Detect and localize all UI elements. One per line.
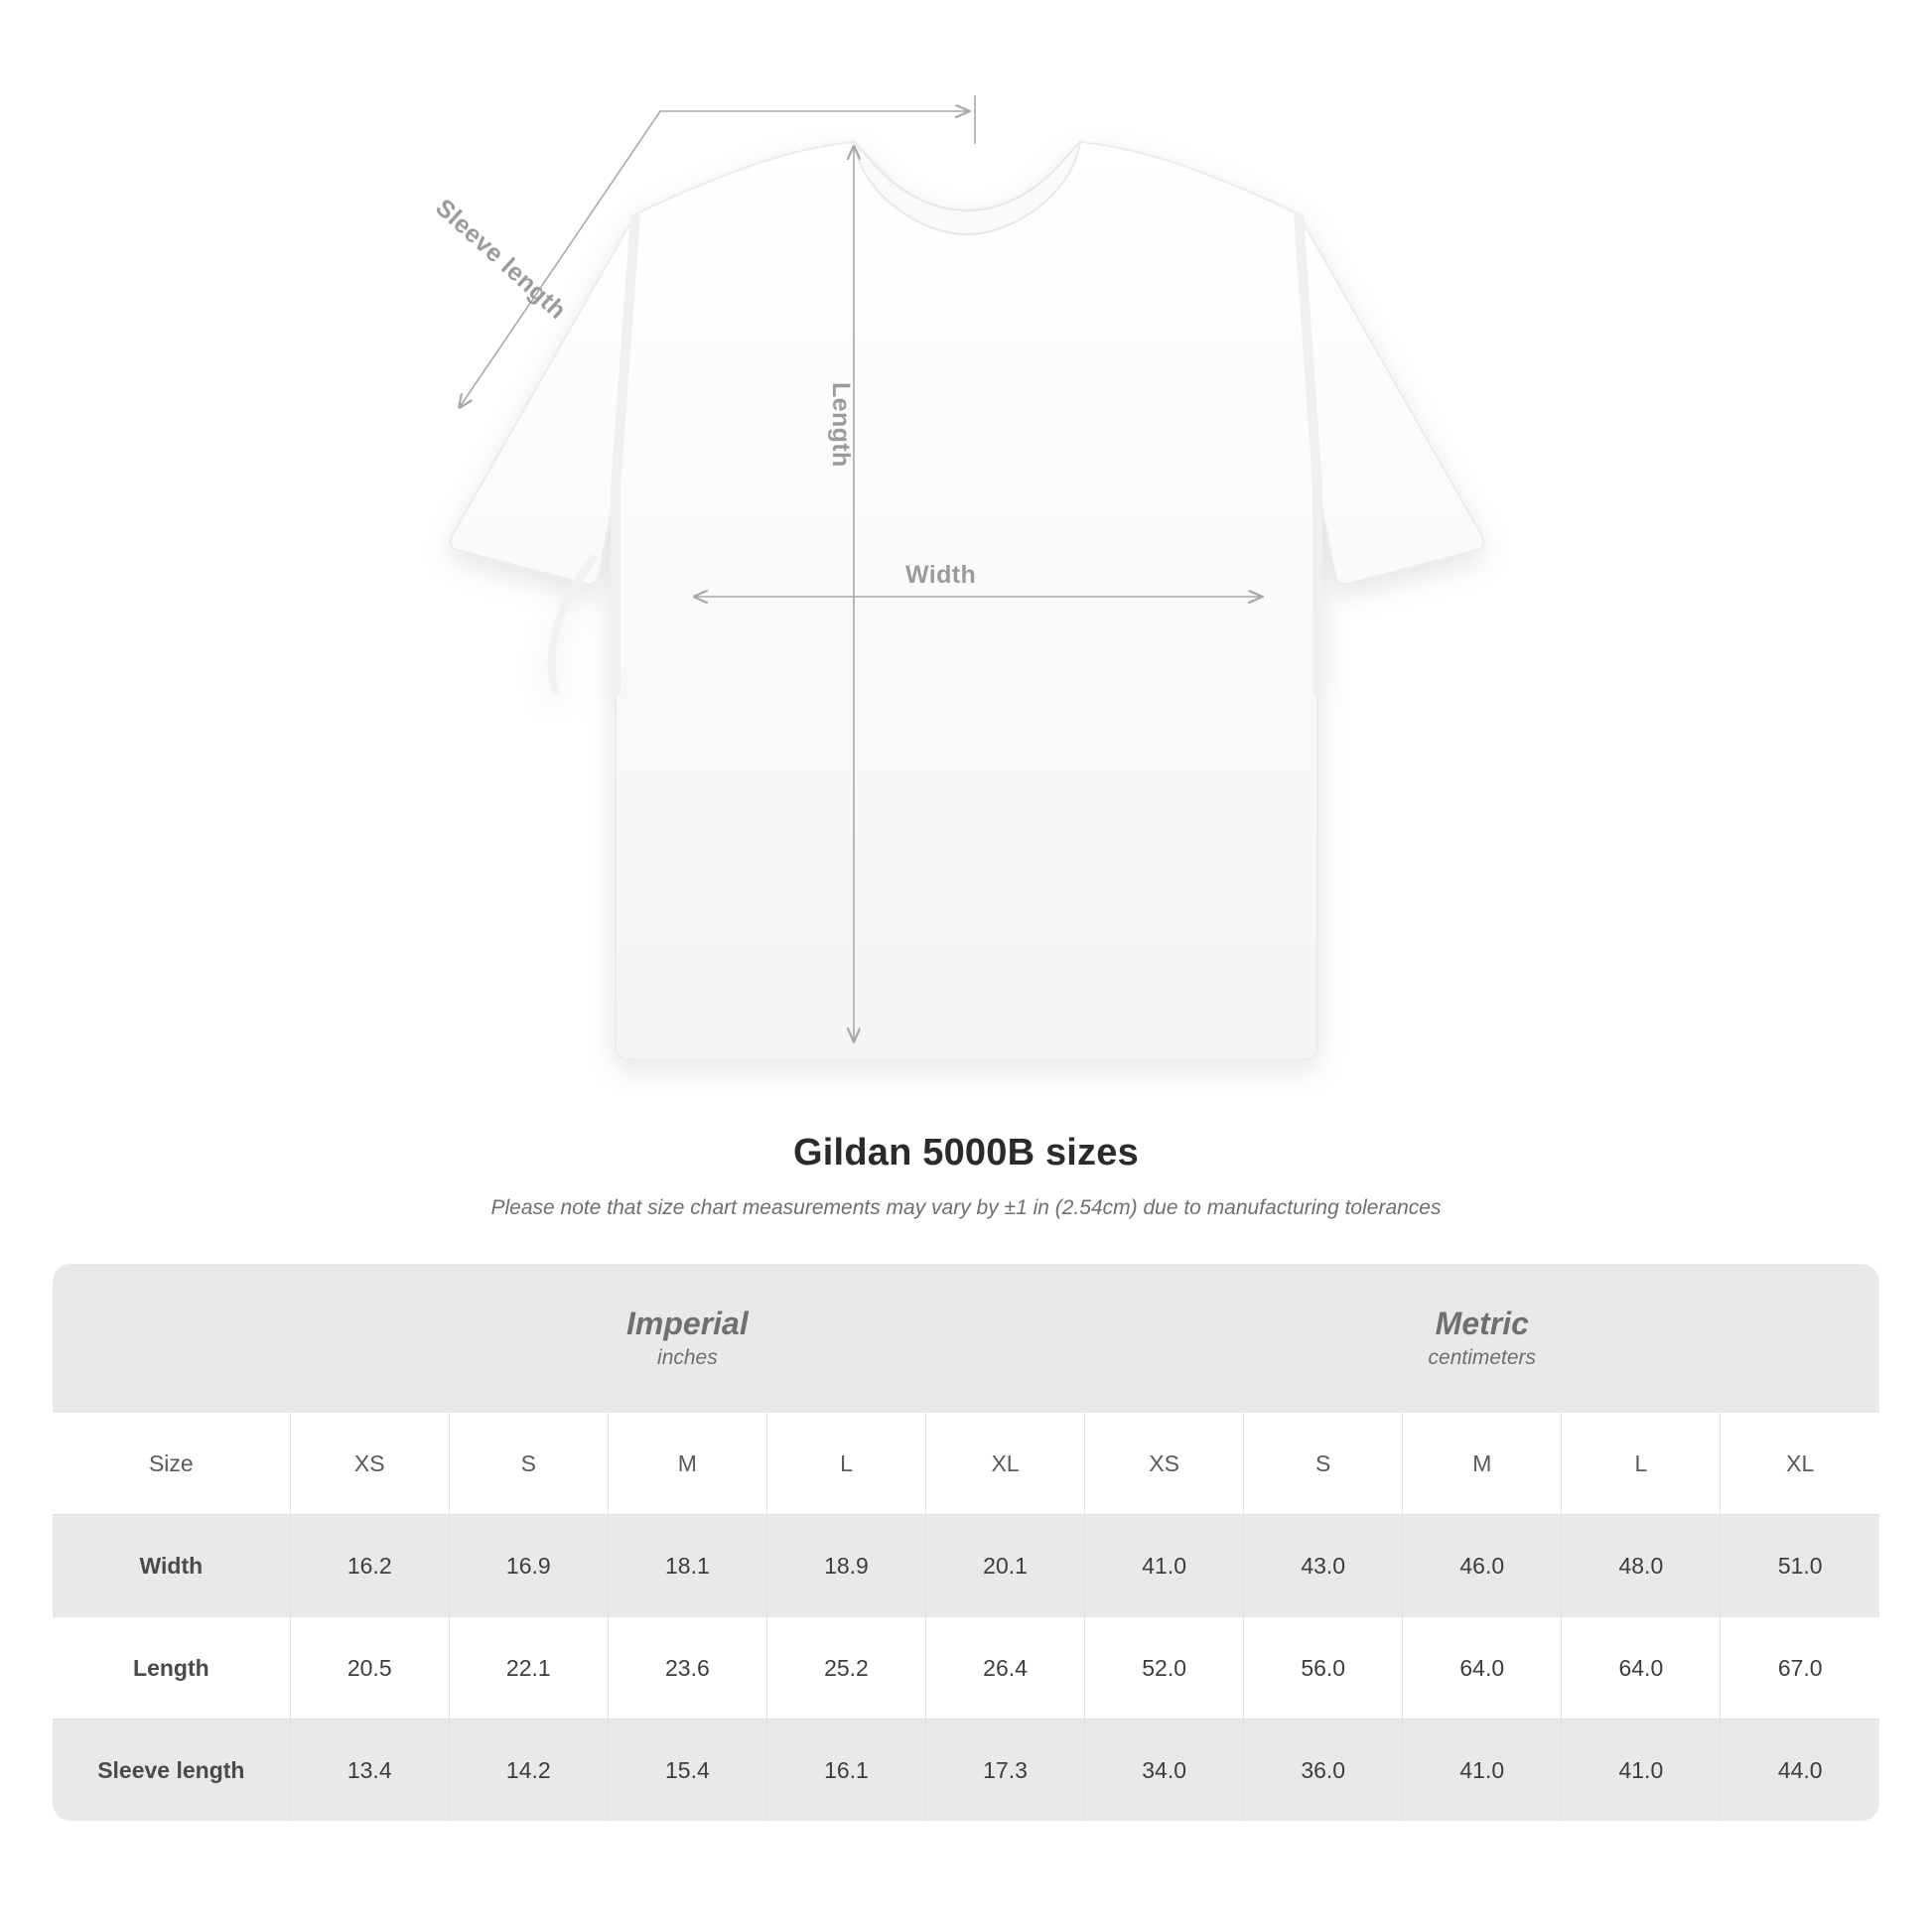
unit-spacer-cell bbox=[53, 1264, 290, 1413]
sleeve-length-label: Sleeve length bbox=[430, 194, 572, 326]
column-header-row bbox=[53, 1413, 1879, 1515]
row-label-sleeve-length: Sleeve length bbox=[53, 1720, 290, 1822]
page-title: Gildan 5000B sizes bbox=[793, 1132, 1139, 1173]
unit-group-imperial bbox=[290, 1264, 1084, 1413]
header-col-7: M bbox=[1403, 1413, 1562, 1515]
header-col-4: XL bbox=[926, 1413, 1085, 1515]
cell-width-9: 51.0 bbox=[1721, 1515, 1879, 1617]
cell-sleeve-8: 41.0 bbox=[1562, 1720, 1721, 1822]
header-col-0: XS bbox=[290, 1413, 449, 1515]
cell-length-8: 64.0 bbox=[1562, 1617, 1721, 1720]
row-label-length: Length bbox=[53, 1617, 290, 1720]
size-table bbox=[53, 1264, 1879, 1821]
cell-sleeve-1: 14.2 bbox=[449, 1720, 608, 1822]
cell-width-3: 18.9 bbox=[766, 1515, 925, 1617]
table-row bbox=[53, 1617, 1879, 1720]
header-col-5: XS bbox=[1085, 1413, 1244, 1515]
cell-sleeve-9: 44.0 bbox=[1721, 1720, 1879, 1822]
cell-width-1: 16.9 bbox=[449, 1515, 608, 1617]
width-label: Width bbox=[905, 561, 977, 589]
cell-length-6: 56.0 bbox=[1244, 1617, 1403, 1720]
cell-length-0: 20.5 bbox=[290, 1617, 449, 1720]
cell-sleeve-2: 15.4 bbox=[608, 1720, 766, 1822]
cell-width-5: 41.0 bbox=[1085, 1515, 1244, 1617]
cell-length-5: 52.0 bbox=[1085, 1617, 1244, 1720]
unit-group-metric-title: Metric bbox=[1435, 1305, 1529, 1341]
cell-sleeve-6: 36.0 bbox=[1244, 1720, 1403, 1822]
length-label: Length bbox=[827, 382, 855, 468]
cell-width-7: 46.0 bbox=[1403, 1515, 1562, 1617]
size-table-wrapper bbox=[53, 1264, 1879, 1821]
header-col-8: L bbox=[1562, 1413, 1721, 1515]
tshirt-body-shape bbox=[451, 142, 1484, 1059]
header-col-2: M bbox=[608, 1413, 766, 1515]
cell-length-7: 64.0 bbox=[1403, 1617, 1562, 1720]
cell-length-4: 26.4 bbox=[926, 1617, 1085, 1720]
row-label-width: Width bbox=[53, 1515, 290, 1617]
cell-sleeve-4: 17.3 bbox=[926, 1720, 1085, 1822]
cell-length-3: 25.2 bbox=[766, 1617, 925, 1720]
header-col-3: L bbox=[766, 1413, 925, 1515]
header-col-6: S bbox=[1244, 1413, 1403, 1515]
cell-sleeve-0: 13.4 bbox=[290, 1720, 449, 1822]
cell-width-4: 20.1 bbox=[926, 1515, 1085, 1617]
header-col-9: XL bbox=[1721, 1413, 1879, 1515]
header-size: Size bbox=[53, 1413, 290, 1515]
unit-group-imperial-title: Imperial bbox=[626, 1305, 749, 1341]
cell-width-2: 18.1 bbox=[608, 1515, 766, 1617]
cell-sleeve-5: 34.0 bbox=[1085, 1720, 1244, 1822]
cell-sleeve-7: 41.0 bbox=[1403, 1720, 1562, 1822]
tolerance-note: Please note that size chart measurements may vary by ±1 in (2.54cm) due to manufacturing tolerances bbox=[490, 1196, 1442, 1219]
unit-header-row bbox=[53, 1264, 1879, 1413]
cell-width-8: 48.0 bbox=[1562, 1515, 1721, 1617]
cell-width-0: 16.2 bbox=[290, 1515, 449, 1617]
table-row bbox=[53, 1720, 1879, 1822]
cell-width-6: 43.0 bbox=[1244, 1515, 1403, 1617]
title-block bbox=[0, 1132, 1932, 1220]
cell-length-2: 23.6 bbox=[608, 1617, 766, 1720]
cell-length-1: 22.1 bbox=[449, 1617, 608, 1720]
cell-sleeve-3: 16.1 bbox=[766, 1720, 925, 1822]
cell-length-9: 67.0 bbox=[1721, 1617, 1879, 1720]
table-row bbox=[53, 1515, 1879, 1617]
unit-group-imperial-sub: inches bbox=[657, 1345, 718, 1369]
unit-group-metric-sub: centimeters bbox=[1428, 1345, 1537, 1369]
unit-group-metric bbox=[1085, 1264, 1879, 1413]
header-col-1: S bbox=[449, 1413, 608, 1515]
